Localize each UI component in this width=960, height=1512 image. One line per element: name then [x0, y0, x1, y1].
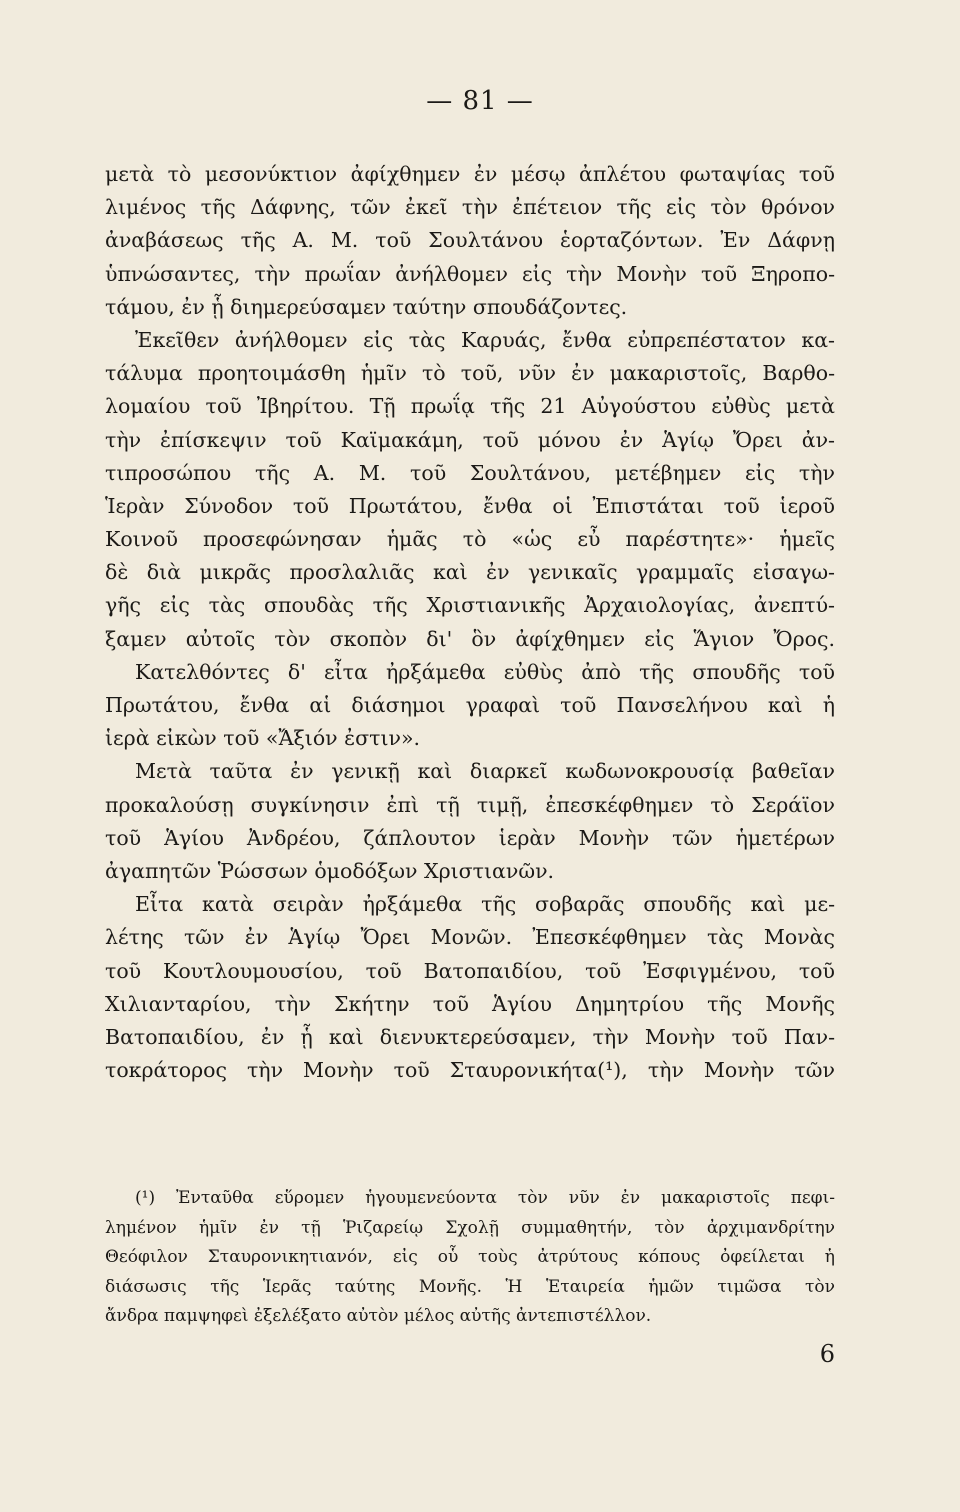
- text-line: προκαλούσῃ συγκίνησιν ἐπὶ τῇ τιμῇ, ἐπεσκέφθημεν τὸ Σεράϊον: [105, 792, 835, 817]
- text-line: ἱερὰ εἰκὼν τοῦ «Ἄξιόν ἐστιν».: [105, 726, 421, 751]
- text-line: γῆς εἰς τὰς σπουδὰς τῆς Χριστιανικῆς Ἀρχαιολογίας, ἀνεπτύ-: [105, 593, 835, 618]
- footnotes: [105, 1184, 835, 1332]
- text-line: τοκράτορος τὴν Μονὴν τοῦ Σταυρονικήτα(¹), τὴν Μονὴν τῶν: [105, 1058, 835, 1083]
- text-line: τάμου, ἐν ᾗ διημερεύσαμεν ταύτην σπουδάζοντες.: [105, 294, 628, 319]
- footnote-line: ἄνδρα παμψηφεὶ ἐξελέξατο αὐτὸν μέλος αὐτῆς ἀντεπιστέλλον.: [105, 1306, 652, 1326]
- text-line: Χιλιανταρίου, τὴν Σκήτην τοῦ Ἁγίου Δημητρίου τῆς Μονῆς: [105, 991, 835, 1016]
- text-line: ἀγαπητῶν Ῥώσσων ὁμοδόξων Χριστιανῶν.: [105, 858, 555, 883]
- text-line: Ἐκεῖθεν ἀνήλθομεν εἰς τὰς Καρυάς, ἔνθα εὐπρεπέστατον κα-: [135, 327, 835, 352]
- text-line: Κοινοῦ προσεφώνησαν ἡμᾶς τὸ «ὡς εὖ παρέστητε»· ἡμεῖς: [105, 527, 835, 552]
- footnote-divider: [105, 1175, 835, 1176]
- text-line: τάλυμα προητοιμάσθη ἡμῖν τὸ τοῦ, νῦν ἐν μακαριστοῖς, Βαρθο-: [105, 361, 835, 386]
- text-line: ὑπνώσαντες, τὴν πρωΐαν ἀνήλθομεν εἰς τὴν Μονὴν τοῦ Ξηροπο-: [105, 261, 835, 286]
- text-line: λέτης τῶν ἐν Ἁγίῳ Ὄρει Μονῶν. Ἐπεσκέφθημεν τὰς Μονὰς: [105, 925, 835, 950]
- footnote-line: λημένον ἡμῖν ἐν τῇ Ῥιζαρείῳ Σχολῇ συμμαθητήν, τὸν ἀρχιμανδρίτην: [105, 1217, 835, 1238]
- body-text: [105, 158, 835, 1087]
- signature-mark: 6: [819, 1340, 835, 1368]
- text-line: Κατελθόντες δ' εἶτα ἠρξάμεθα εὐθὺς ἀπὸ τῆς σπουδῆς τοῦ: [135, 659, 835, 684]
- text-line: ἀναβάσεως τῆς Α. Μ. τοῦ Σουλτάνου ἑορταζόντων. Ἐν Δάφνῃ: [105, 228, 835, 253]
- text-line: τιπροσώπου τῆς Α. Μ. τοῦ Σουλτάνου, μετέβημεν εἰς τὴν: [105, 460, 835, 485]
- text-line: τὴν ἐπίσκεψιν τοῦ Καϊμακάμη, τοῦ μόνου ἐν Ἁγίῳ Ὄρει ἀν-: [105, 427, 835, 452]
- text-line: Μετὰ ταῦτα ἐν γενικῇ καὶ διαρκεῖ κωδωνοκρουσίᾳ βαθεῖαν: [135, 759, 835, 784]
- text-line: λομαίου τοῦ Ἰβηρίτου. Τῇ πρωΐᾳ τῆς 21 Αὐγούστου εὐθὺς μετὰ: [105, 394, 835, 419]
- text-line: Ἱερὰν Σύνοδον τοῦ Πρωτάτου, ἔνθα οἱ Ἐπιστάται τοῦ ἱεροῦ: [105, 493, 835, 518]
- text-line: τοῦ Κουτλουμουσίου, τοῦ Βατοπαιδίου, τοῦ Ἐσφιγμένου, τοῦ: [105, 958, 835, 983]
- text-line: Βατοπαιδίου, ἐν ᾗ καὶ διενυκτερεύσαμεν, τὴν Μονὴν τοῦ Παν-: [105, 1024, 835, 1049]
- footnote-line: Θεόφιλον Σταυρονικητιανόν, εἰς οὗ τοὺς ἀτρύτους κόπους ὀφείλεται ἡ: [105, 1247, 835, 1267]
- text-line: μετὰ τὸ μεσονύκτιον ἀφίχθημεν ἐν μέσῳ ἀπλέτου φωταψίας τοῦ: [105, 162, 835, 186]
- footnote-line: διάσωσις τῆς Ἱερᾶς ταύτης Μονῆς. Ἡ Ἑταιρεία ἡμῶν τιμῶσα τὸν: [105, 1276, 835, 1297]
- text-line: λιμένος τῆς Δάφνης, τῶν ἐκεῖ τὴν ἐπέτειον τῆς εἰς τὸν θρόνον: [105, 195, 835, 220]
- text-line: τοῦ Ἁγίου Ἀνδρέου, ζάπλουτον ἱερὰν Μονὴν τῶν ἡμετέρων: [105, 825, 835, 850]
- text-line: Πρωτάτου, ἔνθα αἱ διάσημοι γραφαὶ τοῦ Πανσελήνου καὶ ἡ: [105, 693, 835, 717]
- text-line: ξαμεν αὐτοῖς τὸν σκοπὸν δι' ὃν ἀφίχθημεν εἰς Ἅγιον Ὄρος.: [105, 626, 835, 651]
- footnote-line: (¹) Ἐνταῦθα εὕρομεν ἡγουμενεύοντα τὸν νῦν ἐν μακαριστοῖς πεφι-: [135, 1188, 835, 1208]
- text-line: Εἶτα κατὰ σειρὰν ἠρξάμεθα τῆς σοβαρᾶς σπουδῆς καὶ με-: [135, 892, 835, 917]
- page-number: — 81 —: [426, 86, 534, 116]
- text-line: δὲ διὰ μικρᾶς προσλαλιᾶς καὶ ἐν γενικαῖς γραμμαῖς εἰσαγω-: [105, 560, 835, 585]
